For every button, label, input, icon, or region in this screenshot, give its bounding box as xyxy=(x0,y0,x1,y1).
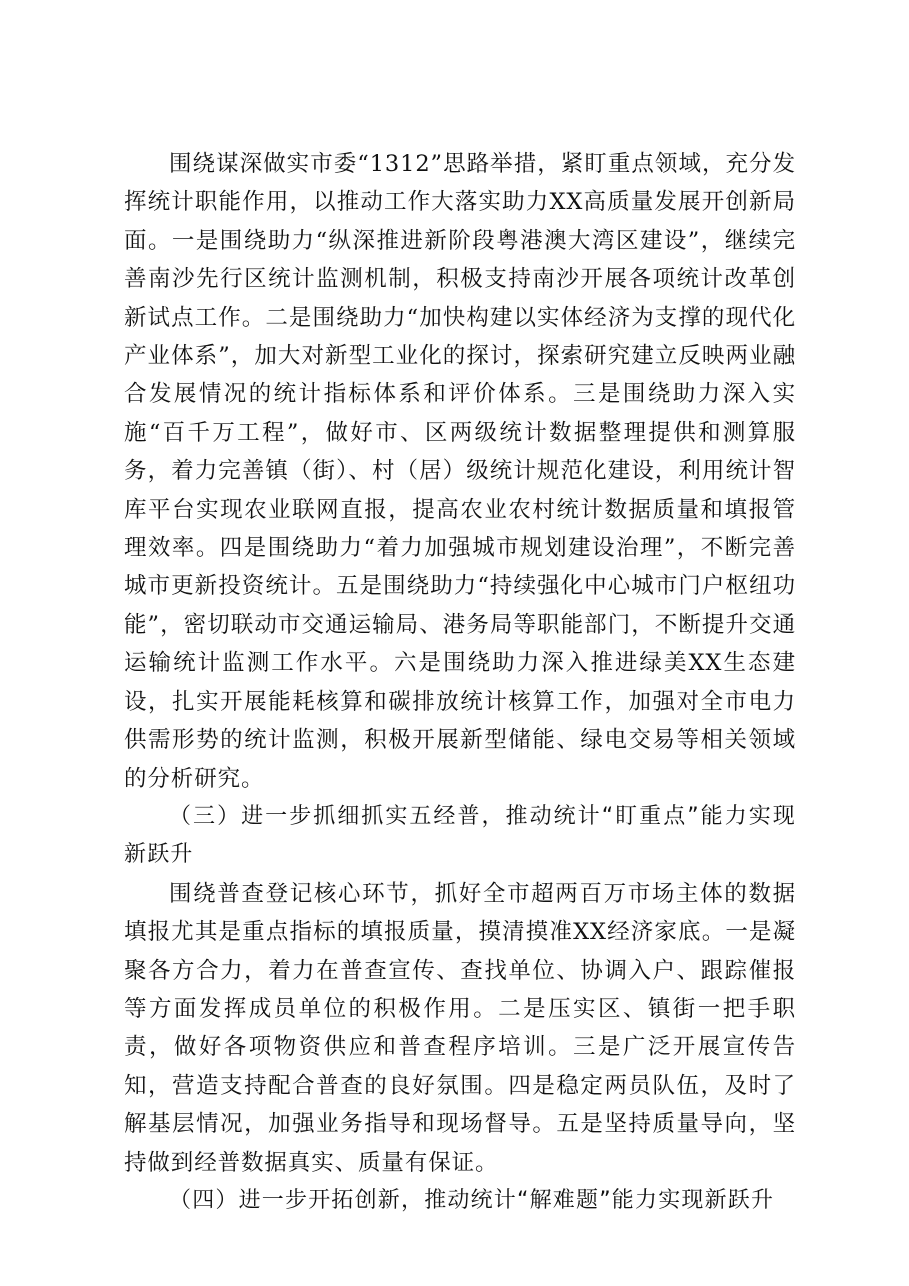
body-paragraph-economic-census: 围绕普查登记核心环节，抓好全市超两百万市场主体的数据填报尤其是重点指标的填报质量，摸清摸准XX经济家底。一是凝聚各方合力，着力在普查宣传、查找单位、协调入户、跟踪催报等方面发挥成员单位的积极作用。二是压实区、镇街一把手职责，做好各项物资供应和普查程序培训。三是广泛开展宣传告知，营造支持配合普查的良好氛围。四是稳定两员队伍，及时了解基层情况，加强业务指导和现场督导。五是坚持质量导向，坚持做到经普数据真实、质量有保证。 xyxy=(124,880,796,1176)
section-heading-4: （四）进一步开拓创新，推动统计“解难题”能力实现新跃升 xyxy=(169,1187,775,1213)
body-paragraph-1312-measures: 围绕谋深做实市委“1312”思路举措，紧盯重点领域，充分发挥统计职能作用，以推动工作大落实助力XX高质量发展开创新局面。一是围绕助力“纵深推进新阶段粤港澳大湾区建设”，继续完善南沙先行区统计监测机制，积极支持南沙开展各项统计改革创新试点工作。二是围绕助力“加快构建以实体经济为支撑的现代化产业体系”，加大对新型工业化的探讨，探索研究建立反映两业融合发展情况的统计指标体系和评价体系。三是围绕助力深入实施“百千万工程”，做好市、区两级统计数据整理提供和测算服务，着力完善镇（街）、村（居）级统计规范化建设，利用统计智库平台实现农业联网直报，提高农业农村统计数据质量和填报管理效率。四是围绕助力“着力加强城市规划建设治理”，不断完善城市更新投资统计。五是围绕助力“持续强化中心城市门户枢纽功能”，密切联动市交通运输局、港务局等职能部门，不断提升交通运输统计监测工作水平。六是围绕助力深入推进绿美XX生态建设，扎实开展能耗核算和碳排放统计核算工作，加强对全市电力供需形势的统计监测，积极开展新型储能、绿电交易等相关领域的分析研究。 xyxy=(124,151,796,792)
section-heading-3: （三）进一步抓细抓实五经普，推动统计“盯重点”能力实现新跃升 xyxy=(124,803,796,868)
document-body xyxy=(124,145,796,1220)
